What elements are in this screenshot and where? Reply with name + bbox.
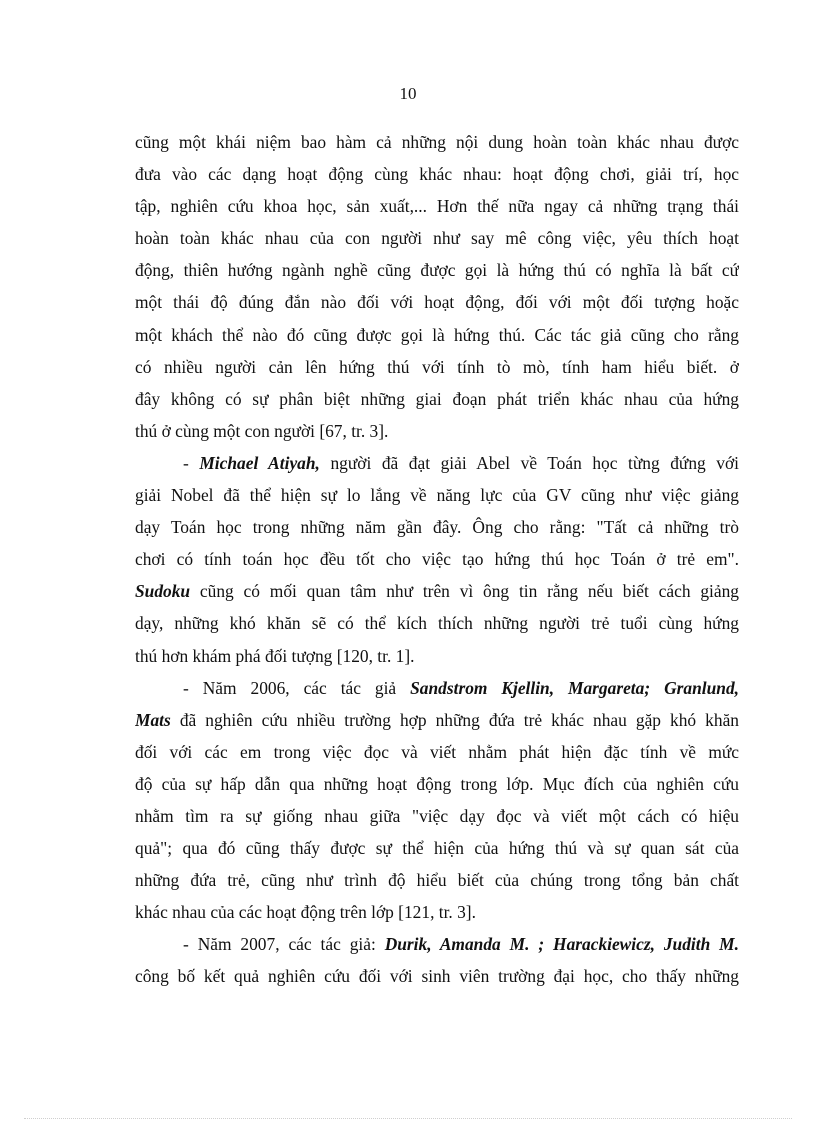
text-line [135, 511, 739, 543]
text-run: một khách thể nào đó cũng được gọi là hứng thú. Các tác giả cũng cho rằng [135, 324, 739, 345]
text-run: nhằm tìm ra sự giống nhau giữa "việc dạy đọc và viết một cách có hiệu [135, 805, 739, 826]
text-run: - [183, 452, 200, 473]
text-run: đưa vào các dạng hoạt động cùng khác nhau: hoạt động chơi, giải trí, học [135, 164, 739, 185]
text-line [135, 928, 739, 960]
text-run: dạy, những khó khăn sẽ có thể kích thích những người trẻ tuổi cùng hứng [135, 613, 739, 634]
author-name: Durik, Amanda M. ; Harackiewicz, Judith M. [384, 934, 739, 955]
author-name: Mats [135, 709, 171, 730]
page-bottom-divider [24, 1118, 792, 1119]
text-line [135, 704, 739, 736]
text-line [135, 479, 739, 511]
author-name: Michael Atiyah, [199, 452, 320, 473]
text-line [135, 383, 739, 415]
text-line [135, 640, 739, 672]
text-run: - Năm 2007, các tác giả: [183, 934, 385, 955]
text-run: có nhiều người cản lên hứng thú với tính tò mò, tính ham hiểu biết. ở [135, 356, 739, 377]
text-run: hoàn toàn khác nhau của con người như say mê công việc, yêu thích hoạt [135, 228, 739, 249]
text-run: đối với các em trong việc đọc và viết nhằm phát hiện đặc tính về mức [135, 741, 739, 762]
text-run: công bố kết quả nghiên cứu đối với sinh viên trường đại học, cho thấy những [135, 966, 739, 987]
text-line [135, 543, 739, 575]
text-line [135, 351, 739, 383]
text-run: thú hơn khám phá đối tượng [120, tr. 1]. [135, 645, 415, 666]
text-line [135, 832, 739, 864]
text-line [135, 800, 739, 832]
text-run: những đứa trẻ, cũng như trình độ hiểu biết của chúng trong tổng bản chất [135, 870, 739, 891]
text-run: cũng có mối quan tâm như trên vì ông tin rằng nếu biết cách giảng [190, 581, 739, 602]
text-run: - Năm 2006, các tác giả [183, 677, 411, 698]
text-run: người đã đạt giải Abel về Toán học từng đứng với [319, 452, 739, 473]
author-name: Sandstrom Kjellin, Margareta; Granlund, [410, 677, 739, 698]
text-run: thú ở cùng một con người [67, tr. 3]. [135, 420, 389, 441]
text-line [135, 286, 739, 318]
text-line [135, 575, 739, 607]
text-line [135, 447, 739, 479]
body-text [135, 126, 739, 993]
text-run: động, thiên hướng ngành nghề cũng được gọi là hứng thú có nghĩa là bất cứ [135, 260, 739, 281]
text-line [135, 126, 739, 158]
text-run: đã nghiên cứu nhiều trường hợp những đứa trẻ khác nhau gặp khó khăn [170, 709, 739, 730]
text-line [135, 254, 739, 286]
text-run: giải Nobel đã thể hiện sự lo lắng về năng lực của GV cũng như việc giảng [135, 485, 739, 506]
text-line [135, 768, 739, 800]
text-run: khác nhau của các hoạt động trên lớp [121, tr. 3]. [135, 902, 476, 923]
text-run: dạy Toán học trong những năm gần đây. Ông cho rằng: "Tất cả những trò [135, 517, 739, 538]
text-line [135, 222, 739, 254]
text-run: cũng một khái niệm bao hàm cả những nội dung hoàn toàn khác nhau được [135, 132, 739, 152]
text-line [135, 896, 739, 928]
text-line [135, 736, 739, 768]
text-line [135, 319, 739, 351]
text-run: một thái độ đúng đắn nào đối với hoạt động, đối với một đối tượng hoặc [135, 292, 739, 313]
text-run: chơi có tính toán học đều tốt cho việc tạo hứng thú học Toán ở trẻ em". [135, 549, 739, 570]
text-line [135, 607, 739, 639]
text-line [135, 960, 739, 992]
text-run: độ của sự hấp dẫn qua những hoạt động trong lớp. Mục đích của nghiên cứu [135, 773, 739, 794]
text-run: tập, nghiên cứu khoa học, sản xuất,... Hơn thế nữa ngay cả những trạng thái [135, 196, 739, 217]
author-name: Sudoku [135, 581, 191, 602]
page-number: 10 [399, 84, 417, 103]
text-run: quả"; qua đó cũng thấy được sự thể hiện của hứng thú và sự quan sát của [135, 838, 739, 859]
text-line [135, 415, 739, 447]
text-line [135, 864, 739, 896]
text-line [135, 158, 739, 190]
text-run: đây không có sự phân biệt những giai đoạn phát triển khác nhau của hứng [135, 388, 739, 409]
text-line [135, 672, 739, 704]
text-line [135, 190, 739, 222]
